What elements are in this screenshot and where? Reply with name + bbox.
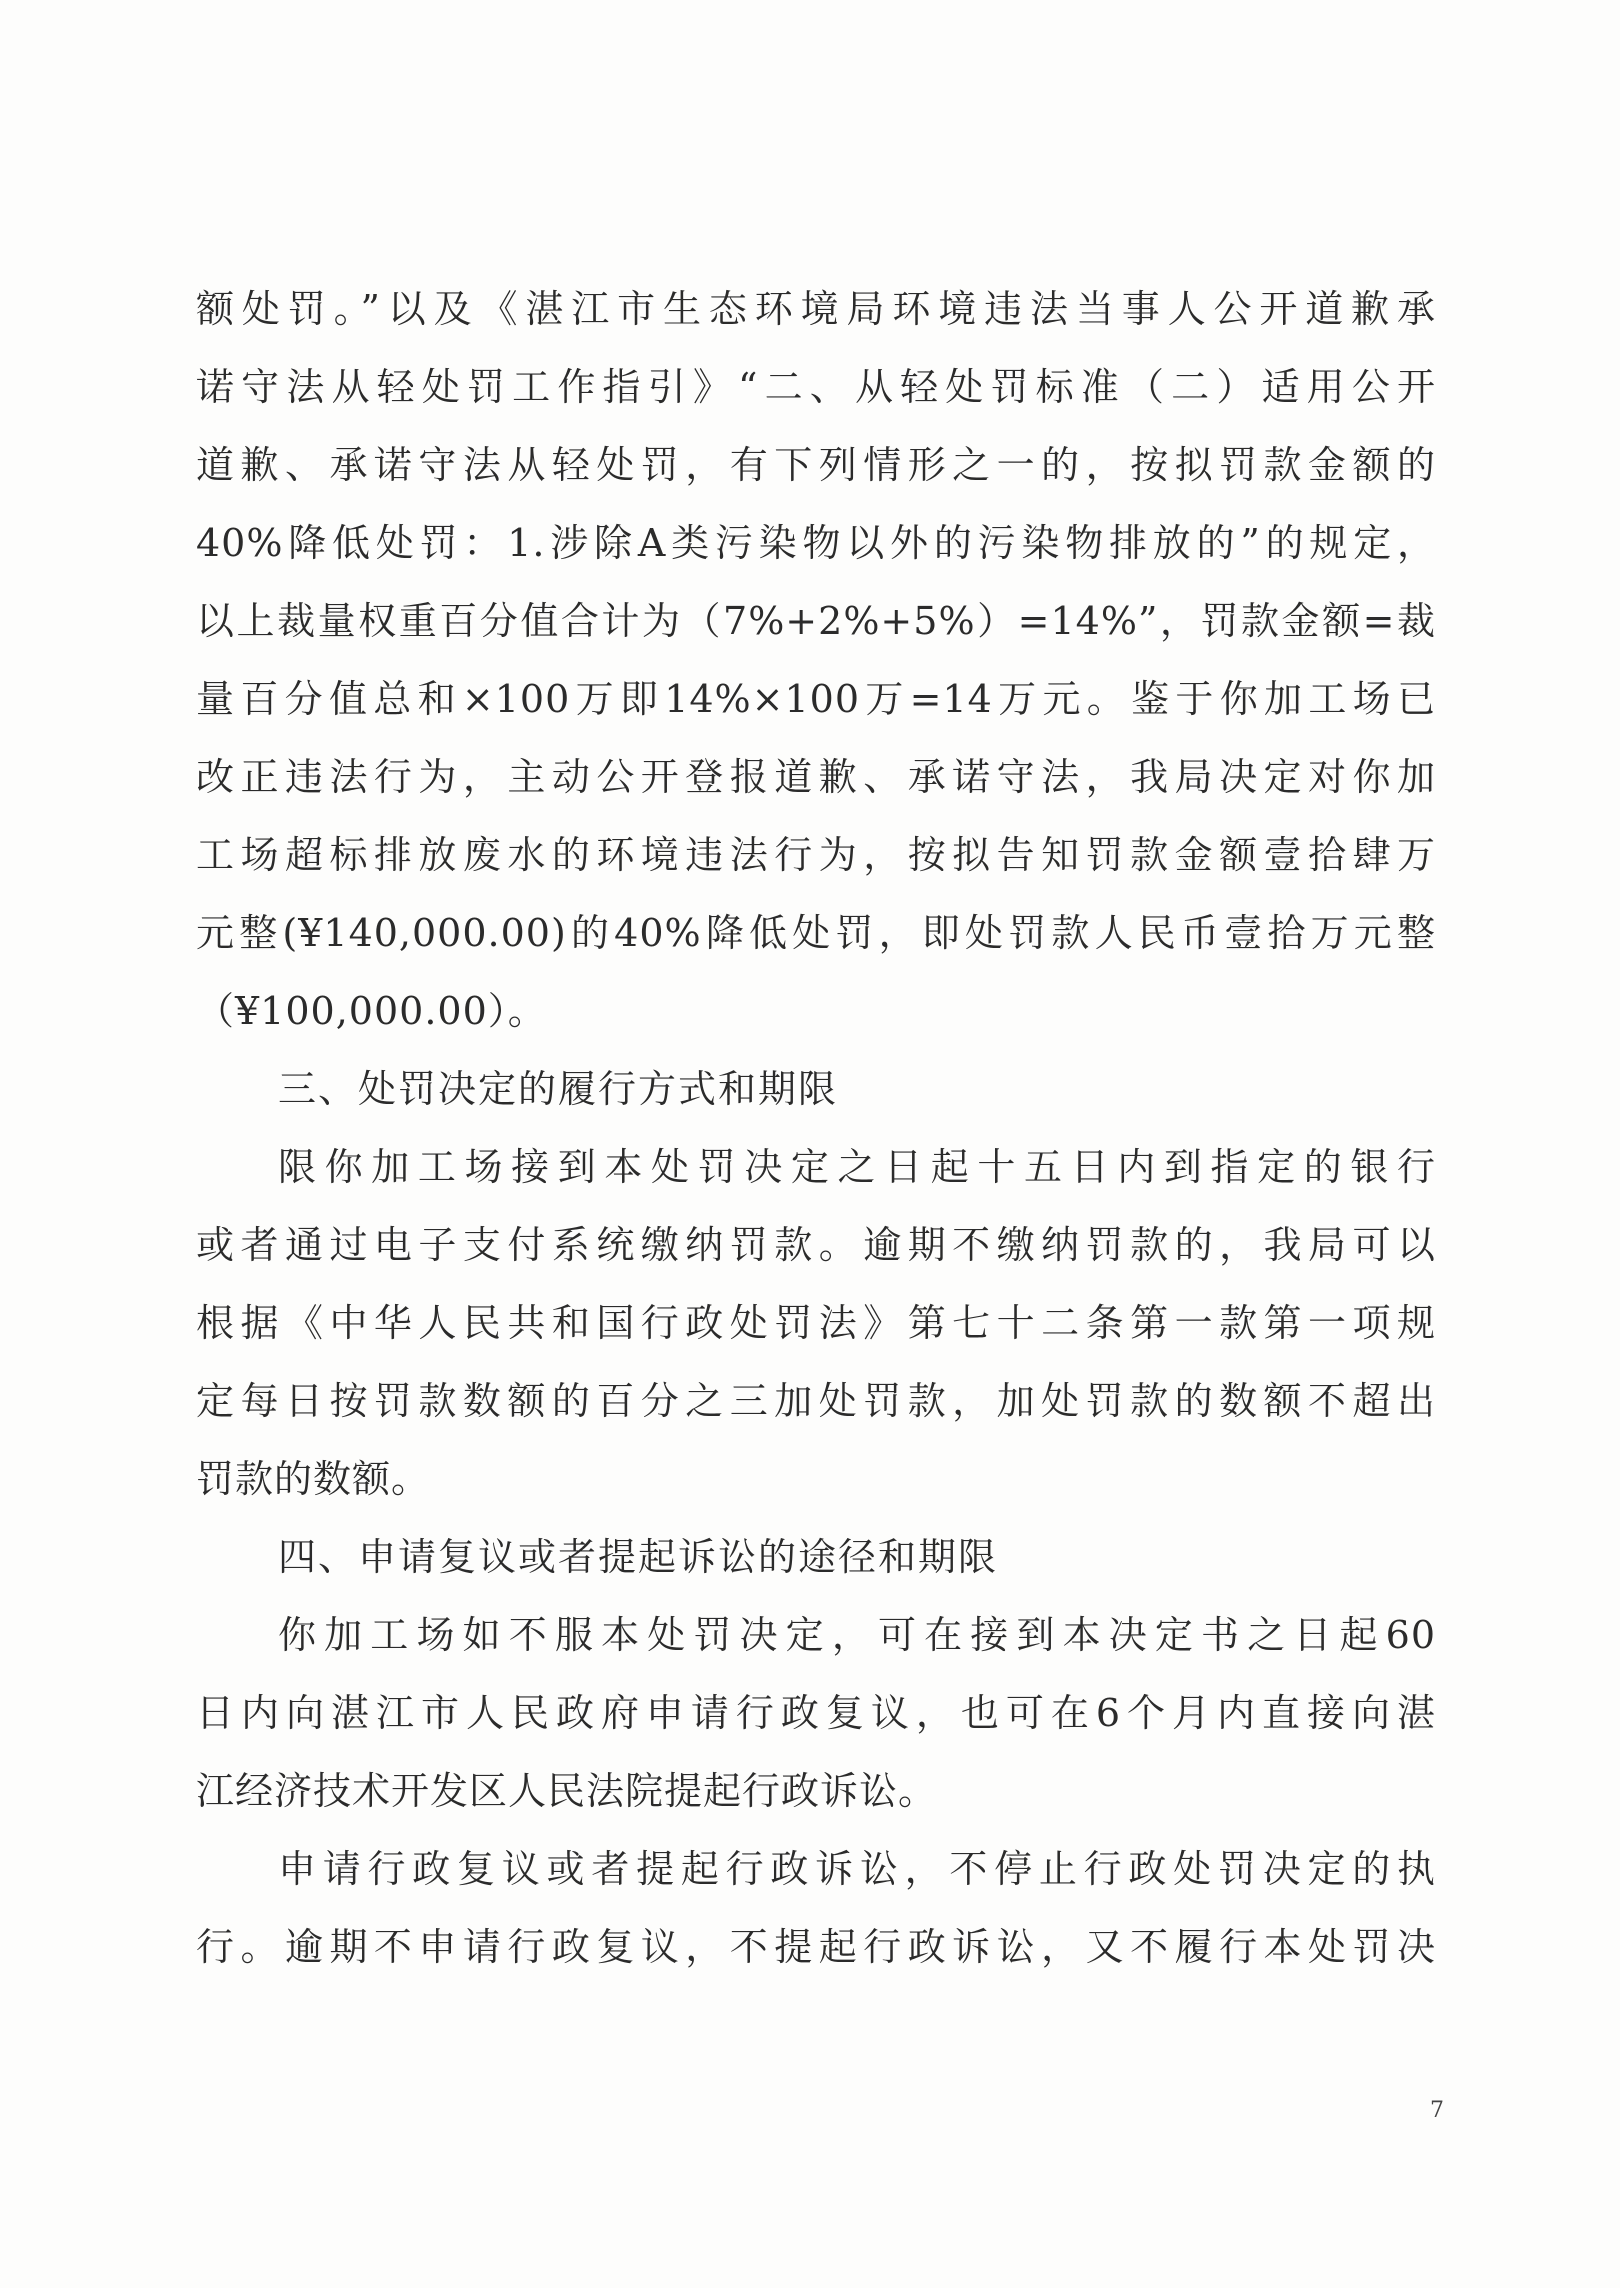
paragraph-penalty-calculation xyxy=(196,270,1436,1050)
section-heading-performance: 三、处罚决定的履行方式和期限 xyxy=(278,1067,839,1111)
text-line: 或者通过电子支付系统缴纳罚款。逾期不缴纳罚款的，我局可以 xyxy=(196,1223,1436,1267)
text-line: 道歉、承诺守法从轻处罚，有下列情形之一的，按拟罚款金额的 xyxy=(196,443,1436,487)
section-heading-appeal: 四、申请复议或者提起诉讼的途径和期限 xyxy=(278,1535,999,1579)
text-line: 量百分值总和×100万即14%×100万=14万元。鉴于你加工场已 xyxy=(196,677,1436,721)
text-line: 罚款的数额。 xyxy=(196,1457,431,1501)
text-line: 诺守法从轻处罚工作指引》“二、从轻处罚标准（二）适用公开 xyxy=(196,365,1436,409)
text-line: 你加工场如不服本处罚决定，可在接到本决定书之日起60 xyxy=(278,1613,1436,1657)
text-line: 申请行政复议或者提起行政诉讼，不停止行政处罚决定的执 xyxy=(278,1847,1436,1891)
document-body xyxy=(196,270,1436,1986)
text-line: 额处罚。”以及《湛江市生态环境局环境违法当事人公开道歉承 xyxy=(196,287,1436,331)
text-line: 元整(¥140,000.00)的40%降低处罚，即处罚款人民币壹拾万元整 xyxy=(196,911,1436,955)
paragraph-appeal-routes xyxy=(196,1596,1436,1830)
text-line: 工场超标排放废水的环境违法行为，按拟告知罚款金额壹拾肆万 xyxy=(196,833,1436,877)
text-line: 行。逾期不申请行政复议，不提起行政诉讼，又不履行本处罚决 xyxy=(196,1925,1436,1969)
text-line: 以上裁量权重百分值合计为（7%+2%+5%）=14%”，罚款金额=裁 xyxy=(196,599,1436,643)
text-line: 限你加工场接到本处罚决定之日起十五日内到指定的银行 xyxy=(278,1145,1436,1189)
page-number: 7 xyxy=(1430,2098,1444,2123)
text-line: 江经济技术开发区人民法院提起行政诉讼。 xyxy=(196,1769,938,1813)
text-line: 根据《中华人民共和国行政处罚法》第七十二条第一款第一项规 xyxy=(196,1301,1436,1345)
text-line: 改正违法行为，主动公开登报道歉、承诺守法，我局决定对你加 xyxy=(196,755,1436,799)
text-line: （¥100,000.00）。 xyxy=(196,989,547,1033)
text-line: 40%降低处罚：1.涉除A类污染物以外的污染物排放的”的规定， xyxy=(196,521,1436,565)
text-line: 日内向湛江市人民政府申请行政复议，也可在6个月内直接向湛 xyxy=(196,1691,1436,1735)
paragraph-no-suspension xyxy=(196,1830,1436,1986)
paragraph-payment-terms xyxy=(196,1128,1436,1518)
text-line: 定每日按罚款数额的百分之三加处罚款，加处罚款的数额不超出 xyxy=(196,1379,1436,1423)
